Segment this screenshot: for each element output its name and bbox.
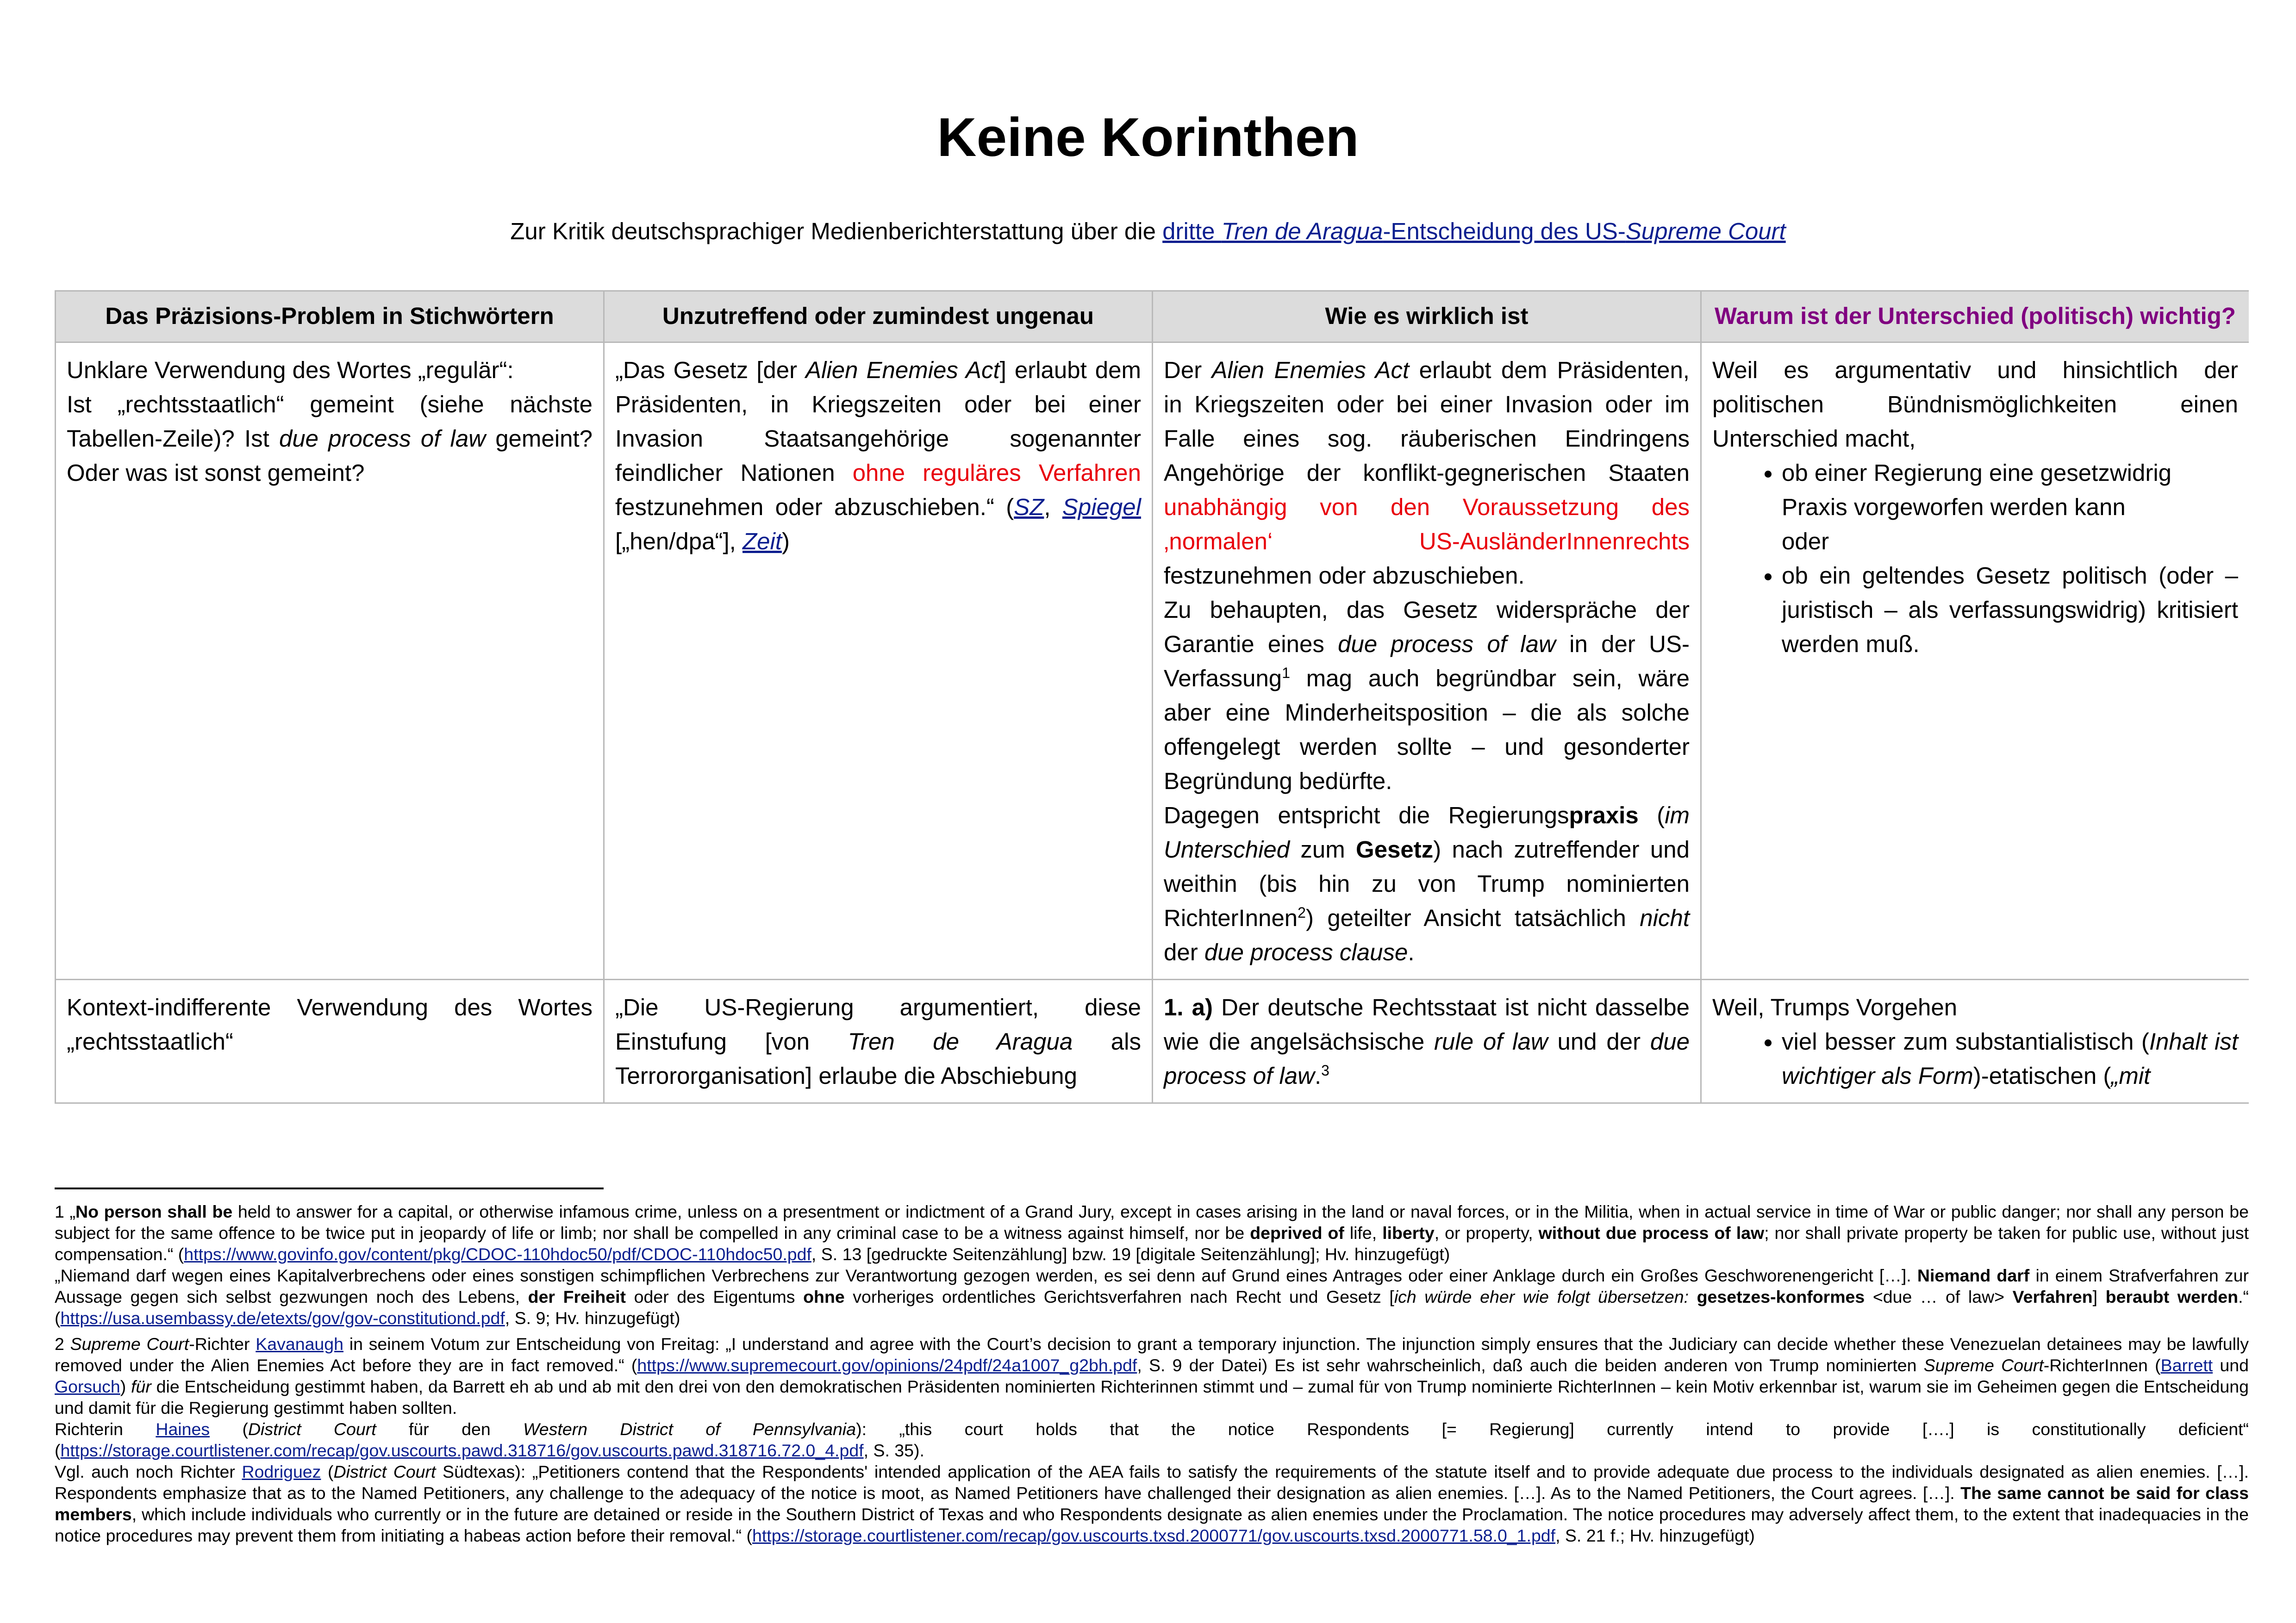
cell-actual — [1153, 342, 1701, 980]
cell-text: „Das Gesetz [der Alien Enemies Act] erlaubt dem Präsidenten, in Kriegszeiten oder bei einer Invasion Staatsangehörige sogenannter feindlicher Nationen ohne reguläres Verfahren festzunehmen oder abzuschieben.“ (SZ, Spiegel [„hen/dpa“], Zeit) — [615, 357, 1141, 554]
cell-text: Kontext-indifferente Verwendung des Wortes „rechtsstaatlich“ — [67, 994, 593, 1055]
bullet-list — [1712, 1025, 2238, 1093]
footnote-2-haines: Richterin Haines (District Court für den Western District of Pennsylvania): „this court holds that the notice Respondents [= Regierung] currently intend to provide [….] is constitutionally deficient“ (https://storage.courtlistener.com/recap/gov.uscourts.pawd.318716/gov.uscourts.pawd.318716.72.0_4.pdf, S. 35). — [55, 1419, 2249, 1460]
link-supremecourt[interactable]: https://www.supremecourt.gov/opinions/24pdf/24a1007_g2bh.pdf — [637, 1356, 1137, 1375]
page-subtitle — [0, 215, 2296, 248]
comparison-table-container — [55, 290, 2249, 1177]
footnote-1: 1 „No person shall be held to answer for a capital, or otherwise infamous crime, unless on a presentment or indictment of a Grand Jury, except in cases arising in the land or naval forces, or in the Militia, when in actual service in time of War or public danger; nor shall any person be subject for the same offence to be twice put in jeopardy of life or limb; nor shall be compelled in any criminal case to be a witness against himself, nor be deprived of life, liberty, or property, without due process of law; nor shall private property be taken for public use, without just compensation.“ (https://www.govinfo.gov/content/pkg/CDOC-110hdoc50/pdf/CDOC-110hdoc50.pdf, S. 13 [gedruckte Seitenzählung] bzw. 19 [digitale Seitenzählung]; Hv. hinzugefügt) — [55, 1202, 2249, 1264]
footnote-ref[interactable]: 3 — [1321, 1062, 1329, 1079]
header-actual: Wie es wirklich ist — [1153, 291, 1701, 342]
cell-text: Ist „rechtsstaatlich“ gemeint (siehe nächste Tabellen-Zeile)? Ist due process of law gemeint? Oder was ist sonst gemeint? — [67, 391, 593, 486]
header-why-important: Warum ist der Unterschied (politisch) wichtig? — [1701, 291, 2249, 342]
cell-text: Weil es argumentativ und hinsichtlich der politischen Bündnismöglichkeiten einen Unterschied macht, — [1712, 357, 2238, 452]
link-sz[interactable]: SZ — [1014, 494, 1044, 520]
list-item: • ob ein geltendes Gesetz politisch (oder – juristisch – als verfassungswidrig) kritisiert werden muß. — [1782, 559, 2238, 661]
cell-paragraph: Dagegen entspricht die Regierungspraxis (im Unterschied zum Gesetz) nach zutreffender und weithin (bis hin zu von Trump nominierten RichterInnen$^2$) geteilter Ansicht tatsächlich nicht der due process clause. — [1164, 802, 1690, 965]
comparison-table — [55, 290, 2249, 1104]
link-rodriguez[interactable]: Rodriguez — [242, 1462, 321, 1481]
link-govinfo[interactable]: https://www.govinfo.gov/content/pkg/CDOC-110hdoc50/pdf/CDOC-110hdoc50.pdf — [184, 1244, 811, 1264]
subtitle-text: Zur Kritik deutschsprachiger Medienberichterstattung über die — [510, 218, 1163, 244]
cell-text: Weil, Trumps Vorgehen — [1712, 994, 1958, 1020]
table-row — [56, 342, 2249, 980]
cell-why-important — [1701, 342, 2249, 980]
footnote-separator — [55, 1188, 604, 1189]
cell-paragraph: Der Alien Enemies Act erlaubt dem Präsidenten, in Kriegszeiten oder bei einer Invasion oder im Falle eines sog. räuberischen Eindringens Angehörige der konflikt-gegnerischen Staaten unabhängig von den Voraussetzung des ‚normalen‘ US-AusländerInnenrechts festzunehmen oder abzuschieben. — [1164, 357, 1690, 589]
cell-problem — [56, 980, 604, 1103]
cell-why-important — [1701, 980, 2249, 1103]
cell-text: „Die US-Regierung argumentiert, diese Einstufung [von Tren de Aragua als Terrororganisation] erlaube die Abschiebung — [615, 994, 1141, 1089]
subtitle-link[interactable]: dritte Tren de Aragua-Entscheidung des US-Supreme Court — [1162, 218, 1786, 244]
link-courtlistener-txsd[interactable]: https://storage.courtlistener.com/recap/gov.uscourts.txsd.2000771/gov.uscourts.txsd.2000771.58.0_1.pdf — [752, 1526, 1556, 1545]
link-zeit[interactable]: Zeit — [742, 528, 782, 554]
link-haines[interactable]: Haines — [156, 1419, 210, 1439]
bullet-list — [1712, 456, 2238, 661]
link-courtlistener-pawd[interactable]: https://storage.courtlistener.com/recap/gov.uscourts.pawd.318716/gov.uscourts.pawd.318716.72.0_4.pdf — [60, 1441, 864, 1460]
footnote-ref[interactable]: 1 — [1282, 665, 1290, 681]
link-spiegel[interactable]: Spiegel — [1062, 494, 1141, 520]
link-usembassy[interactable]: https://usa.usembassy.de/etexts/gov/gov-constitutiond.pdf — [60, 1308, 505, 1328]
cell-incorrect — [604, 342, 1153, 980]
footnote-1-translation: „Niemand darf wegen eines Kapitalverbrechens oder eines sonstigen schimpflichen Verbrechens zur Verantwortung gezogen werden, es sei denn auf Grund eines Antrages oder einer Anklage durch ein Großes Geschworenengericht […]. Niemand darf in einem Strafverfahren zur Aussage gegen sich selbst gezwungen noch des Lebens, der Freiheit oder des Eigentums ohne vorheriges ordentliches Gerichtsverfahren nach Recht und Gesetz [ich würde eher wie folgt übersetzen: gesetzes-konformes <due … of law> Verfahren] beraubt werden.“ (https://usa.usembassy.de/etexts/gov/gov-constitutiond.pdf, S. 9; Hv. hinzugefügt) — [55, 1266, 2249, 1328]
list-item: • ob einer Regierung eine gesetzwidrig Praxis vorgeworfen werden kann oder — [1782, 456, 2238, 559]
cell-incorrect — [604, 980, 1153, 1103]
cell-text: Unklare Verwendung des Wortes „regulär“: — [67, 357, 514, 383]
cell-actual — [1153, 980, 1701, 1103]
cell-text: 1. a) Der deutsche Rechtsstaat ist nicht dasselbe wie die angelsächsische rule of law und der due process of law.$^3$ — [1164, 994, 1690, 1089]
link-kavanaugh[interactable]: Kavanaugh — [256, 1334, 343, 1354]
footnote-2-rodriguez: Vgl. auch noch Richter Rodriguez (District Court Südtexas): „Petitioners contend that the Respondents' intended application of the AEA fails to satisfy the requirements of the statute itself and to provide adequate due process to the individuals designated as alien enemies. […]. Respondents emphasize that as to the Named Petitioners, any challenge to the adequacy of the notice is moot, as Named Petitioners have challenged their designation as alien enemies. […]. As to the Named Petitioners, the Court agrees. […]. The same cannot be said for class members, which include individuals who currently or in the future are detained or reside in the Southern District of Texas and who Respondents designate as alien enemies under the Proclamation. The notice procedures may adversely affect them, to the extent that inadequacies in the notice procedures may prevent them from initiating a habeas action before their removal.“ (https://storage.courtlistener.com/recap/gov.uscourts.txsd.2000771/gov.uscourts.txsd.2000771.58.0_1.pdf, S. 21 f.; Hv. hinzugefügt) — [55, 1462, 2249, 1545]
table-header-row — [56, 291, 2249, 342]
list-item: • viel besser zum substantialistisch (Inhalt ist wichtiger als Form)-etatischen („mit — [1782, 1025, 2238, 1093]
cell-problem — [56, 342, 604, 980]
footnotes — [55, 1201, 2249, 1546]
table-row — [56, 980, 2249, 1103]
footnote-2: 2 Supreme Court-Richter Kavanaugh in seinem Votum zur Entscheidung von Freitag: „I understand and agree with the Court’s decision to grant a temporary injunction. The injunction simply ensures that the Judiciary can decide whether these Venezuelan detainees may be lawfully removed under the Alien Enemies Act before they are in fact removed.“ (https://www.supremecourt.gov/opinions/24pdf/24a1007_g2bh.pdf, S. 9 der Datei) Es ist sehr wahrscheinlich, daß auch die beiden anderen von Trump nominierten Supreme Court-RichterInnen (Barrett und Gorsuch) für die Entscheidung gestimmt haben, da Barrett eh ab und ab mit den drei von den demokratischen Präsidenten nominierten Richterinnen stimmt und – zumal für von Trump nominierte RichterInnen – kein Motiv erkennbar ist, warum sie im Geheimen gegen die Entscheidung und damit für die Regierung gestimmt haben sollten. — [55, 1334, 2249, 1418]
header-problem: Das Präzisions-Problem in Stichwörtern — [56, 291, 604, 342]
cell-paragraph: Zu behaupten, das Gesetz widerspräche der Garantie eines due process of law in der US-Verfassung$^1$ mag auch begründbar sein, wäre aber eine Minderheitsposition – die als solche offengelegt werden sollte – und gesonderter Begründung bedürfte. — [1164, 597, 1690, 794]
header-incorrect: Unzutreffend oder zumindest ungenau — [604, 291, 1153, 342]
link-barrett[interactable]: Barrett — [2160, 1356, 2213, 1375]
footnote-ref[interactable]: 2 — [1298, 904, 1306, 921]
page-title: Keine Korinthen — [937, 107, 1359, 168]
link-gorsuch[interactable]: Gorsuch — [55, 1377, 120, 1396]
